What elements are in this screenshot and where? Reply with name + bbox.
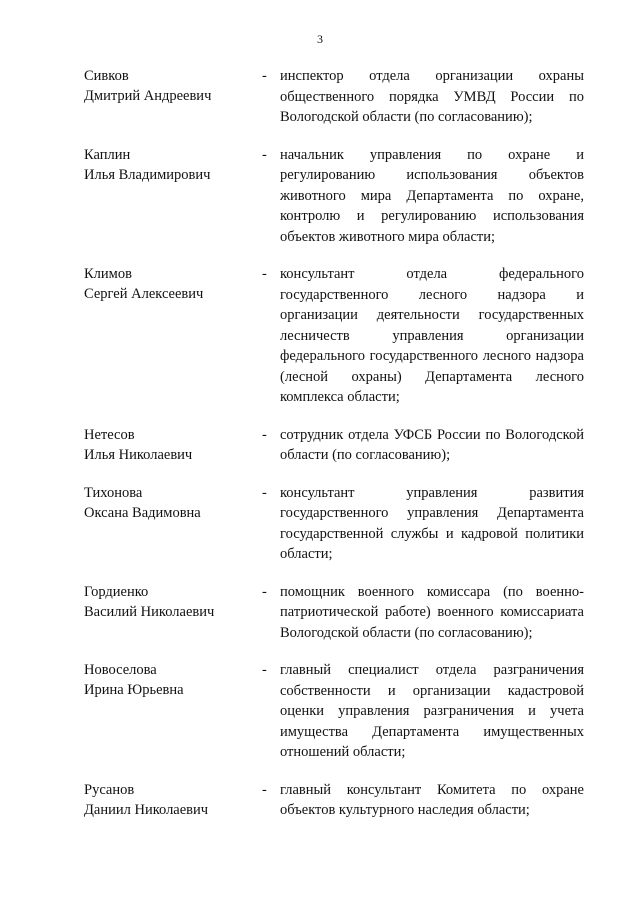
person-name <box>84 145 262 185</box>
dash-separator: - <box>262 146 267 163</box>
list-item <box>84 483 584 565</box>
position-description: помощник военного комиссара (по военно-патриотической работе) военного комиссариата Вологодской области (по согласованию); <box>280 583 584 641</box>
person-name <box>84 425 262 465</box>
given-names: Дмитрий Андреевич <box>84 88 212 104</box>
person-name <box>84 483 262 523</box>
person-name <box>84 660 262 700</box>
given-names: Оксана Вадимовна <box>84 504 201 521</box>
surname: Сивков <box>84 68 129 84</box>
surname: Гордиенко <box>84 583 149 600</box>
surname: Климов <box>84 266 132 282</box>
position-description: инспектор отдела организации охраны общественного порядка УМВД России по Вологодской области (по согласованию); <box>280 68 584 125</box>
given-names: Василий Николаевич <box>84 603 215 620</box>
dash-separator: - <box>262 266 267 282</box>
dash-separator: - <box>262 68 267 84</box>
dash-separator: - <box>262 426 267 443</box>
person-name <box>84 66 262 106</box>
surname: Нетесов <box>84 426 135 443</box>
list-item <box>84 66 584 128</box>
position-description: консультант управления развития государственного управления Департамента государственной службы и кадровой политики области; <box>280 484 584 562</box>
surname: Тихонова <box>84 484 143 501</box>
position-description: консультант отдела федерального государственного лесного надзора и организации деятельности государственных лесничеств управления организации федерального государственного лесного надзора (лесной охраны) Департамента лесного комплекса области; <box>280 266 584 405</box>
list-item <box>84 780 584 821</box>
given-names: Ирина Юрьевна <box>84 682 184 698</box>
given-names: Илья Николаевич <box>84 446 193 463</box>
given-names: Даниил Николаевич <box>84 801 209 818</box>
list-item <box>84 264 584 408</box>
dash-separator: - <box>262 583 267 600</box>
person-name <box>84 780 262 820</box>
member-list <box>84 66 584 838</box>
given-names: Сергей Алексеевич <box>84 286 204 302</box>
position-description: сотрудник отдела УФСБ России по Вологодской области (по согласованию); <box>280 426 584 463</box>
dash-separator: - <box>262 781 267 798</box>
list-item <box>84 582 584 644</box>
person-name <box>84 264 262 304</box>
dash-separator: - <box>262 484 267 501</box>
person-name <box>84 582 262 622</box>
position-description: главный специалист отдела разграничения собственности и организации кадастровой оценки управления разграничения и учета имущества Департамента имущественных отношений области; <box>280 662 584 760</box>
given-names: Илья Владимирович <box>84 166 211 183</box>
surname: Новоселова <box>84 662 157 678</box>
surname: Русанов <box>84 781 135 798</box>
dash-separator: - <box>262 662 267 678</box>
position-description: главный консультант Комитета по охране объектов культурного наследия области; <box>280 781 584 818</box>
list-item <box>84 660 584 763</box>
list-item <box>84 425 584 466</box>
page-number: 3 <box>317 32 323 46</box>
surname: Каплин <box>84 146 131 163</box>
list-item <box>84 145 584 248</box>
position-description: начальник управления по охране и регулированию использования объектов животного мира Департамента по охране, контролю и регулированию использования объектов животного мира области; <box>280 146 584 245</box>
